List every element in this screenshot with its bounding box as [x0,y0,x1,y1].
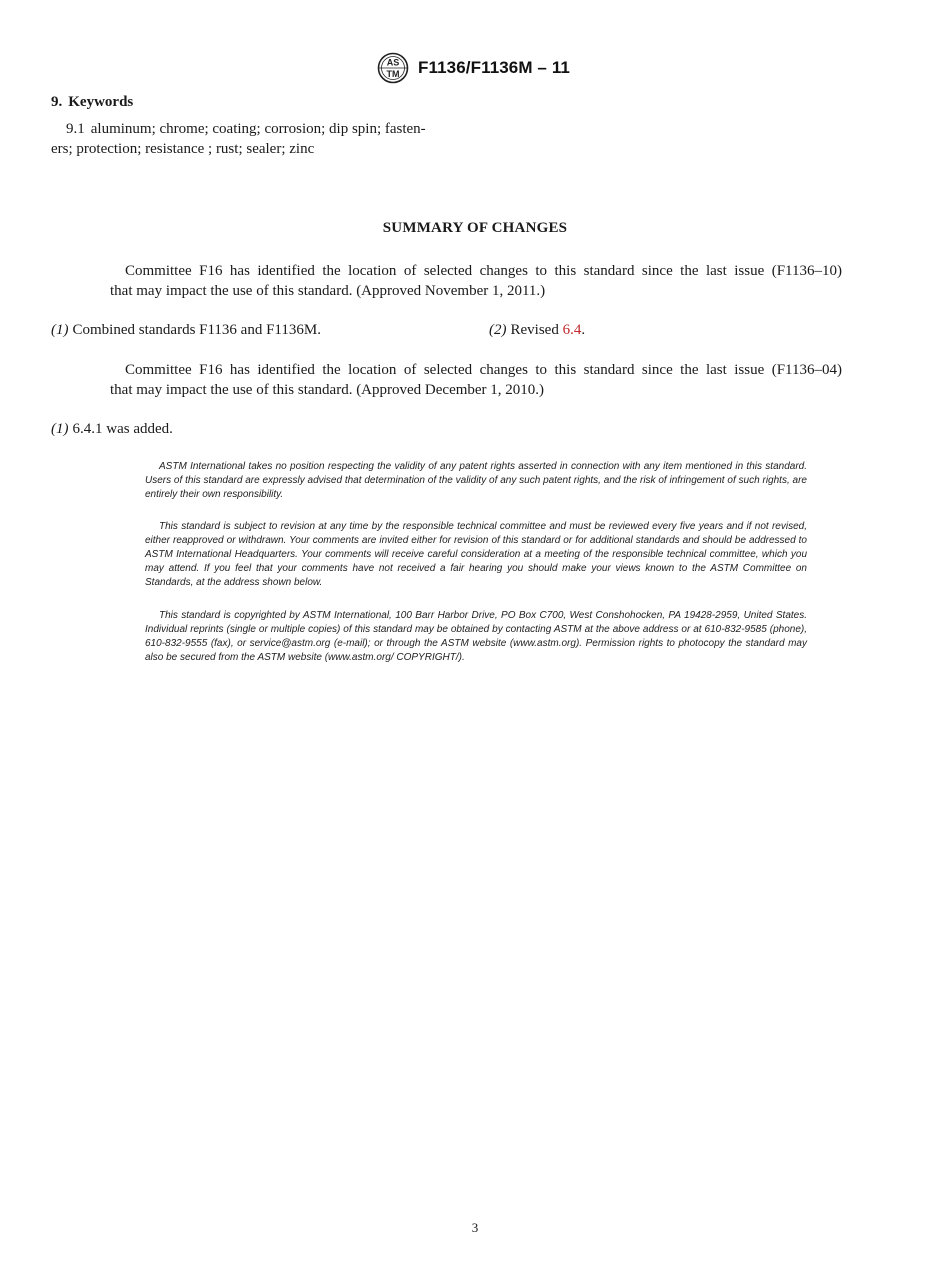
change-index: (2) [489,322,507,338]
change-text: Combined standards F1136 and F1136M. [72,322,321,338]
paragraph-number: 9.1 [66,121,85,137]
astm-logo-icon [376,52,410,84]
revision-notice: This standard is subject to revision at any time by the responsible technical committee and must be reviewed every five years and if not revised, either reapproved or withdrawn. Your comments are invited either for revision of this standard or for additional standards and should be addressed to ASTM International Headquarters. Your comments will receive careful consideration at a meeting of the responsible technical committee, which you may attend. If you feel that your comments have not received a fair hearing you should make your views known to the ASTM Committee on Standards, at the address shown below. [145,521,807,588]
change-text-end: . [581,322,586,338]
change-text: 6.4.1 was added. [72,421,173,437]
committee-paragraph-2011 [110,261,842,301]
change-index: (1) [51,322,69,338]
logo-text-bottom: TM [386,69,400,79]
committee-paragraph-line-2: that may impact the use of this standard. (Approved December 1, 2010.) [110,382,545,398]
copyright-notice: This standard is copyrighted by ASTM International, 100 Barr Harbor Drive, PO Box C700, West Conshohocken, PA 19428-2959, United States. Individual reprints (single or multiple copies) of this standard may be obtained by contacting ASTM at the above address or at 610-832-9585 (phone), 610-832-9555 (fax), or service@astm.org (e-mail); or through the ASTM website (www.astm.org). Permission rights to photocopy the standard may also be secured from the ASTM website (www.astm.org/ COPYRIGHT/). [145,610,807,663]
page-number: 3 [471,1220,479,1235]
section-title: Keywords [68,94,134,110]
keywords-line-1: aluminum; chrome; coating; corrosion; dip spin; fasten- [90,121,426,137]
section-number: 9. [51,94,63,110]
change-index: (1) [51,421,69,437]
page-header [376,52,570,84]
committee-paragraph-line-1: Committee F16 has identified the location of selected changes to this standard since the last issue (F1136–10) [125,263,842,279]
keywords-paragraph [51,119,461,159]
committee-paragraph-line-1: Committee F16 has identified the location of selected changes to this standard since the last issue (F1136–04) [125,362,842,378]
committee-paragraph-line-2: that may impact the use of this standard. (Approved November 1, 2011.) [110,283,546,299]
logo-text-top: AS [386,57,400,68]
change-item [51,320,321,340]
committee-paragraph-2010 [110,360,842,400]
standard-designation: F1136/F1136M – 11 [418,58,570,77]
summary-title: SUMMARY OF CHANGES [382,220,568,236]
section-6-4-link[interactable]: 6.4 [562,322,582,338]
change-item [489,320,585,340]
keywords-heading [51,94,133,111]
change-item [51,419,173,439]
patent-notice: ASTM International takes no position respecting the validity of any patent rights asserted in connection with any item mentioned in this standard. Users of this standard are expressly advised that determination of the validity of any such patent rights, and the risk of infringement of such rights, are entirely their own responsibility. [145,461,807,500]
keywords-line-2: ers; protection; resistance ; rust; sealer; zinc [51,141,315,157]
change-text: Revised [510,322,559,338]
